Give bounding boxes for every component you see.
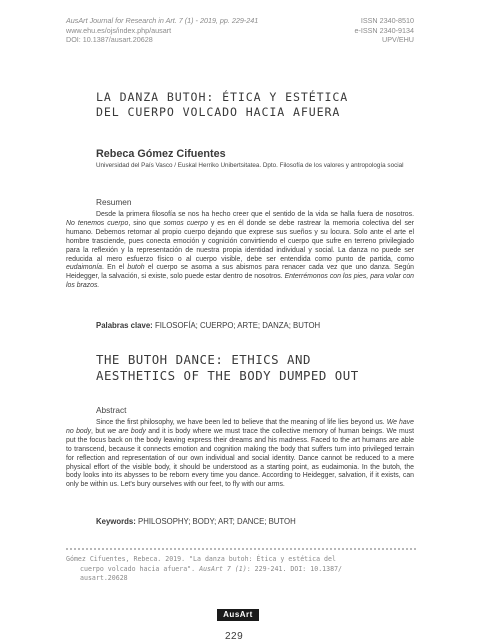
palabras-clave-text: FILOSOFÍA; CUERPO; ARTE; DANZA; BUTOH: [152, 321, 321, 330]
citation-line-3: ausart.20628: [80, 574, 128, 583]
resumen-paragraph: Desde la primera filosofía se nos ha hecho creer que el sentido de la vida se halla fuera de nosotros. No tenemos cuerpo, sino que somos cuerpo y es en él donde se debe rastrear la memoria colectiva del ser humano. Debemos retornar al propio cuerpo dejando que exprese sus sueños y su locura. Solo ante el arte el hombre trasciende, pues conecta emoción y cognición convirtiendo el cuerpo que sufre en terreno privilegiado para la reflexión y la representación de nuestra propia identidad individual y social. La danza no puede ser reducida al mero esfuerzo físico o al cuerpo visible, debe ser entendida como punto de partida, como eudaimonía. En el butoh el cuerpo se asoma a sus abismos para renacer cada vez que uno danza. Según Heidegger, la salvación, si existe, solo puede estar dentro de nosotros. Enterrémonos con los pies, para volar con los brazos.: [66, 211, 415, 290]
citation-line-1: Gómez Cifuentes, Rebeca. 2019. "La danza butoh: Ética y estética del: [66, 555, 336, 563]
publisher: UPV/EHU: [382, 35, 414, 45]
journal-doi: DOI: 10.1387/ausart.20628: [66, 35, 153, 45]
abstract-body: [66, 419, 414, 490]
keywords-label: Keywords:: [96, 517, 136, 526]
article-title-english: [96, 352, 426, 383]
article-title-spanish: [96, 90, 416, 119]
title-es-line-1: LA DANZA BUTOH: ÉTICA Y ESTÉTICA: [96, 90, 349, 104]
citation-block: [66, 555, 416, 584]
issn: ISSN 2340-8510: [360, 16, 414, 25]
ausart-logo: AusArt: [217, 609, 259, 621]
abstract-paragraph: Since the first philosophy, we have been led to believe that the meaning of life lies beyond us. We have no body, but we are body and it is body where we must trace the collective memory of human beings. We must put the focus back on the body leaving express their dreams and his madness. Faced to the art humans are able to transcend, because it connects emotion and cognition making the body that suffers turn into privileged terrain for reflection and representation of our own individual and social identity. Dance cannot be reduced to a mere physical effort of the visible body, it should be understood as a starting point, as eudaimonia. In the butoh, the body looks into its abysses to be reborn every time you dance. According to Heidegger, salvation, if it exists, can only be within us. Let's bury ourselves with our feet, to fly with our arms.: [66, 419, 414, 489]
title-en-line-2: AESTHETICS OF THE BODY DUMPED OUT: [96, 367, 359, 383]
author-affiliation: Universidad del País Vasco / Euskal Herriko Unibertsitatea. Dpto. Filosofía de los valores y antropología social: [96, 162, 404, 169]
keywords-text: PHILOSOPHY; BODY; ART; DANCE; BUTOH: [135, 517, 296, 526]
citation-line-2: cuerpo volcado hacia afuera". AusArt 7 (1): 229-241. DOI: 10.1387/: [80, 564, 343, 573]
palabras-clave-label: Palabras clave:: [96, 321, 153, 330]
dotted-divider: [66, 548, 416, 550]
journal-header-right: [354, 16, 414, 45]
resumen-body: [66, 211, 414, 291]
keywords: [96, 517, 296, 526]
title-es-line-2: DEL CUERPO VOLCADO HACIA AFUERA: [96, 104, 341, 119]
journal-citation-line: AusArt Journal for Research in Art. 7 (1) - 2019, pp. 229-241: [66, 16, 259, 25]
author-name: Rebeca Gómez Cifuentes: [96, 148, 226, 160]
title-en-line-1: THE BUTOH DANCE: ETHICS AND: [96, 352, 311, 367]
palabras-clave: [96, 321, 320, 330]
page-number: 229: [225, 631, 244, 642]
abstract-heading: Abstract: [96, 405, 127, 415]
e-issn: e-ISSN 2340-9134: [354, 25, 414, 35]
journal-url[interactable]: www.ehu.es/ojs/index.php/ausart: [66, 25, 172, 35]
journal-header-left: [66, 16, 258, 45]
resumen-heading: Resumen: [96, 197, 132, 207]
